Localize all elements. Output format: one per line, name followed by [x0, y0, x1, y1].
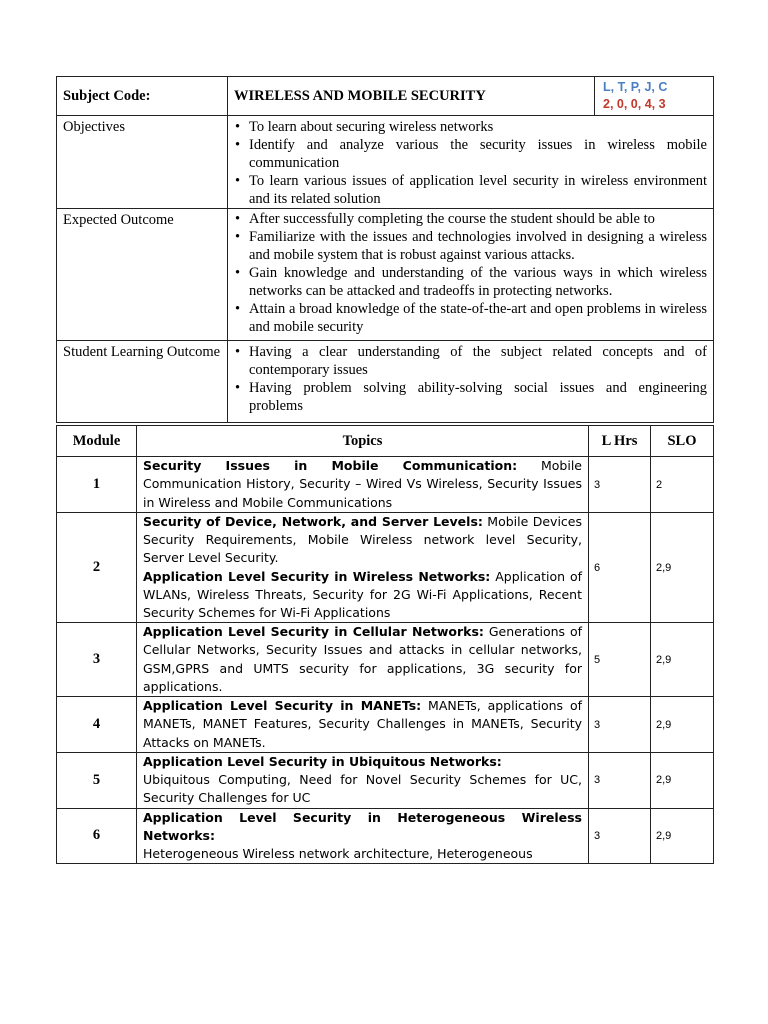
expected-outcome-label: Expected Outcome	[57, 209, 228, 341]
table-row	[57, 623, 714, 697]
topic-text: Generations of Cellular Networks, Security Issues and attacks in cellular networks, GSM,GPRS and UMTS security for applications, 3G security for applications.	[143, 624, 583, 694]
topic-heading: Application Level Security in MANETs:	[143, 698, 422, 714]
slo-value: 2,9	[651, 808, 714, 864]
topic-paragraph	[143, 697, 582, 752]
lecture-hours: 3	[589, 697, 651, 753]
module-number: 1	[57, 457, 137, 513]
module-number: 3	[57, 623, 137, 697]
lecture-hours: 3	[589, 753, 651, 809]
topic-text: Heterogeneous Wireless network architecture, Heterogeneous	[143, 846, 533, 862]
list-item: • Gain knowledge and understanding of the various ways in which wireless networks can be attacked and tradeoffs in protecting networks.	[249, 264, 707, 300]
topic-paragraph	[143, 809, 582, 845]
student-learning-outcome-list	[228, 343, 713, 415]
topic-text: MANETs, applications of MANETs, MANET Features, Security Challenges in MANETs, Security Attacks on MANETs.	[143, 698, 582, 750]
module-number: 2	[57, 513, 137, 623]
table-row	[57, 457, 714, 513]
module-topics	[137, 513, 589, 623]
module-topics	[137, 623, 589, 697]
topic-heading: Application Level Security in Cellular Networks:	[143, 624, 484, 640]
lecture-hours: 5	[589, 623, 651, 697]
list-item: • Familiarize with the issues and technologies involved in designing a wireless and mobile system that is robust against various attacks.	[249, 228, 707, 264]
lecture-hours: 3	[589, 457, 651, 513]
list-item: • Having a clear understanding of the subject related concepts and of contemporary issues	[249, 343, 707, 379]
list-item: • Identify and analyze various the security issues in wireless mobile communication	[249, 136, 707, 172]
list-item: • To learn various issues of application level security in wireless environment and its related solution	[249, 172, 707, 208]
topic-paragraph	[143, 771, 582, 807]
slo-value: 2,9	[651, 513, 714, 623]
list-item: • To learn about securing wireless networks	[249, 118, 707, 136]
topic-paragraph	[143, 753, 582, 771]
ltpjc-values: 2, 0, 0, 4, 3	[603, 97, 666, 111]
list-item: • Attain a broad knowledge of the state-of-the-art and open problems in wireless and mobile security	[249, 300, 707, 336]
module-topics	[137, 697, 589, 753]
topic-heading: Application Level Security in Heterogeneous Wireless Networks:	[143, 809, 582, 843]
module-number: 6	[57, 808, 137, 864]
modules-table	[56, 425, 714, 864]
topic-text: Application of WLANs, Wireless Threats, Security for 2G Wi-Fi Applications, Recent Security Schemes for Wi-Fi Applications	[143, 568, 582, 621]
expected-outcome-list	[228, 210, 713, 336]
table-row	[57, 697, 714, 753]
topic-heading: Application Level Security in Ubiquitous Networks:	[143, 754, 502, 770]
subject-row	[57, 77, 714, 116]
module-topics	[137, 808, 589, 864]
expected-outcome-row	[57, 209, 714, 341]
topic-heading: Security Issues in Mobile Communication:	[143, 458, 518, 474]
module-number: 4	[57, 697, 137, 753]
topics-column-header: Topics	[137, 426, 589, 457]
student-learning-outcome-label: Student Learning Outcome	[57, 341, 228, 423]
objectives-row	[57, 116, 714, 209]
module-topics	[137, 457, 589, 513]
objectives-list	[228, 118, 713, 208]
table-row	[57, 513, 714, 623]
topic-paragraph	[143, 457, 582, 512]
module-column-header: Module	[57, 426, 137, 457]
module-topics	[137, 753, 589, 809]
lhrs-column-header: L Hrs	[589, 426, 651, 457]
student-learning-outcome-row	[57, 341, 714, 423]
list-item: • Having problem solving ability-solving social issues and engineering problems	[249, 379, 707, 415]
slo-column-header: SLO	[651, 426, 714, 457]
table-row	[57, 753, 714, 809]
modules-header-row	[57, 426, 714, 457]
slo-value: 2,9	[651, 753, 714, 809]
topic-paragraph	[143, 568, 582, 623]
slo-value: 2	[651, 457, 714, 513]
student-learning-outcome-content	[228, 341, 714, 423]
subject-title: WIRELESS AND MOBILE SECURITY	[228, 77, 595, 116]
objectives-label: Objectives	[57, 116, 228, 209]
ltpjc-cell	[595, 77, 714, 116]
topic-paragraph	[143, 845, 582, 863]
topic-heading: Application Level Security in Wireless Networks:	[143, 568, 491, 584]
topic-paragraph	[143, 623, 582, 696]
module-number: 5	[57, 753, 137, 809]
list-item: • After successfully completing the course the student should be able to	[249, 210, 707, 228]
subject-code-label: Subject Code:	[57, 77, 228, 116]
slo-value: 2,9	[651, 697, 714, 753]
topic-text: Mobile Devices Security Requirements, Mobile Wireless network level Security, Server Level Security.	[143, 514, 582, 566]
topic-text: Mobile Communication History, Security – Wired Vs Wireless, Security Issues in Wireless and Mobile Communications	[143, 458, 582, 510]
lecture-hours: 6	[589, 513, 651, 623]
slo-value: 2,9	[651, 623, 714, 697]
topic-heading: Security of Device, Network, and Server Levels:	[143, 514, 483, 529]
lecture-hours: 3	[589, 808, 651, 864]
objectives-content	[228, 116, 714, 209]
ltpjc-label: L, T, P, J, C	[603, 80, 668, 94]
table-row	[57, 808, 714, 864]
topic-paragraph	[143, 513, 582, 568]
expected-outcome-content	[228, 209, 714, 341]
topic-text: Ubiquitous Computing, Need for Novel Security Schemes for UC, Security Challenges for UC	[143, 772, 582, 806]
course-info-table	[56, 76, 714, 423]
